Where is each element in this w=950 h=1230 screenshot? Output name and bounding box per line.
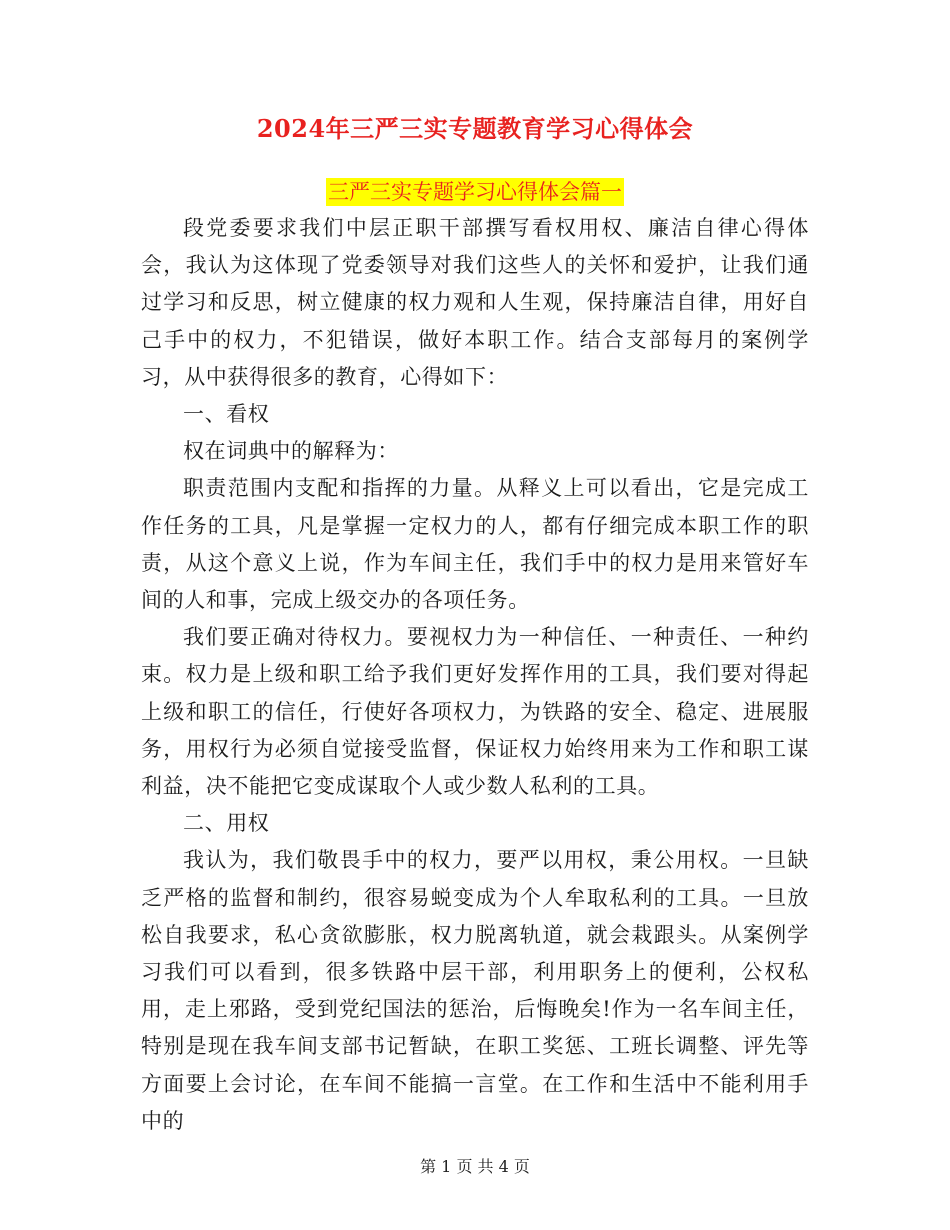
document-body [141, 210, 809, 1140]
paragraph-definition: 职责范围内支配和指挥的力量。从释义上可以看出，它是完成工作任务的工具，凡是掌握一定权力的人，都有仔细完成本职工作的职责，从这个意义上说，作为车间主任，我们手中的权力是用来管好车间的人和事，完成上级交办的各项任务。 [141, 476, 809, 613]
heading-use-power: 二、用权 [183, 811, 270, 836]
document-title: 2024年三严三实专题教育学习心得体会 [256, 114, 694, 143]
subtitle-container [0, 178, 950, 206]
page-footer: 第 1 页 共 4 页 [420, 1157, 530, 1176]
heading-look-at-power: 一、看权 [183, 402, 270, 427]
paragraph-definition-lead: 权在词典中的解释为： [183, 439, 399, 464]
paragraph-intro: 段党委要求我们中层正职干部撰写看权用权、廉洁自律心得体会，我认为这体现了党委领导对我们这些人的关怀和爱护，让我们通过学习和反思，树立健康的权力观和人生观，保持廉洁自律，用好自己手中的权力，不犯错误，做好本职工作。结合支部每月的案例学习，从中获得很多的教育，心得如下： [141, 216, 809, 389]
paragraph-use-power: 我认为，我们敬畏手中的权力，要严以用权，秉公用权。一旦缺乏严格的监督和制约，很容易蜕变成为个人牟取私利的工具。一旦放松自我要求，私心贪欲膨胀，权力脱离轨道，就会栽跟头。从案例学习我们可以看到，很多铁路中层干部，利用职务上的便利，公权私用，走上邪路，受到党纪国法的惩治，后悔晚矣!作为一名车间主任，特别是现在我车间支部书记暂缺，在职工奖惩、工班长调整、评先等方面要上会讨论，在车间不能搞一言堂。在工作和生活中不能利用手中的 [141, 848, 809, 1133]
paragraph-treat-power: 我们要正确对待权力。要视权力为一种信任、一种责任、一种约束。权力是上级和职工给予我们更好发挥作用的工具，我们要对得起上级和职工的信任，行使好各项权力，为铁路的安全、稳定、进展服务，用权行为必须自觉接受监督，保证权力始终用来为工作和职工谋利益，决不能把它变成谋取个人或少数人私利的工具。 [141, 625, 809, 799]
section-subtitle: 三严三实专题学习心得体会篇一 [328, 180, 622, 204]
